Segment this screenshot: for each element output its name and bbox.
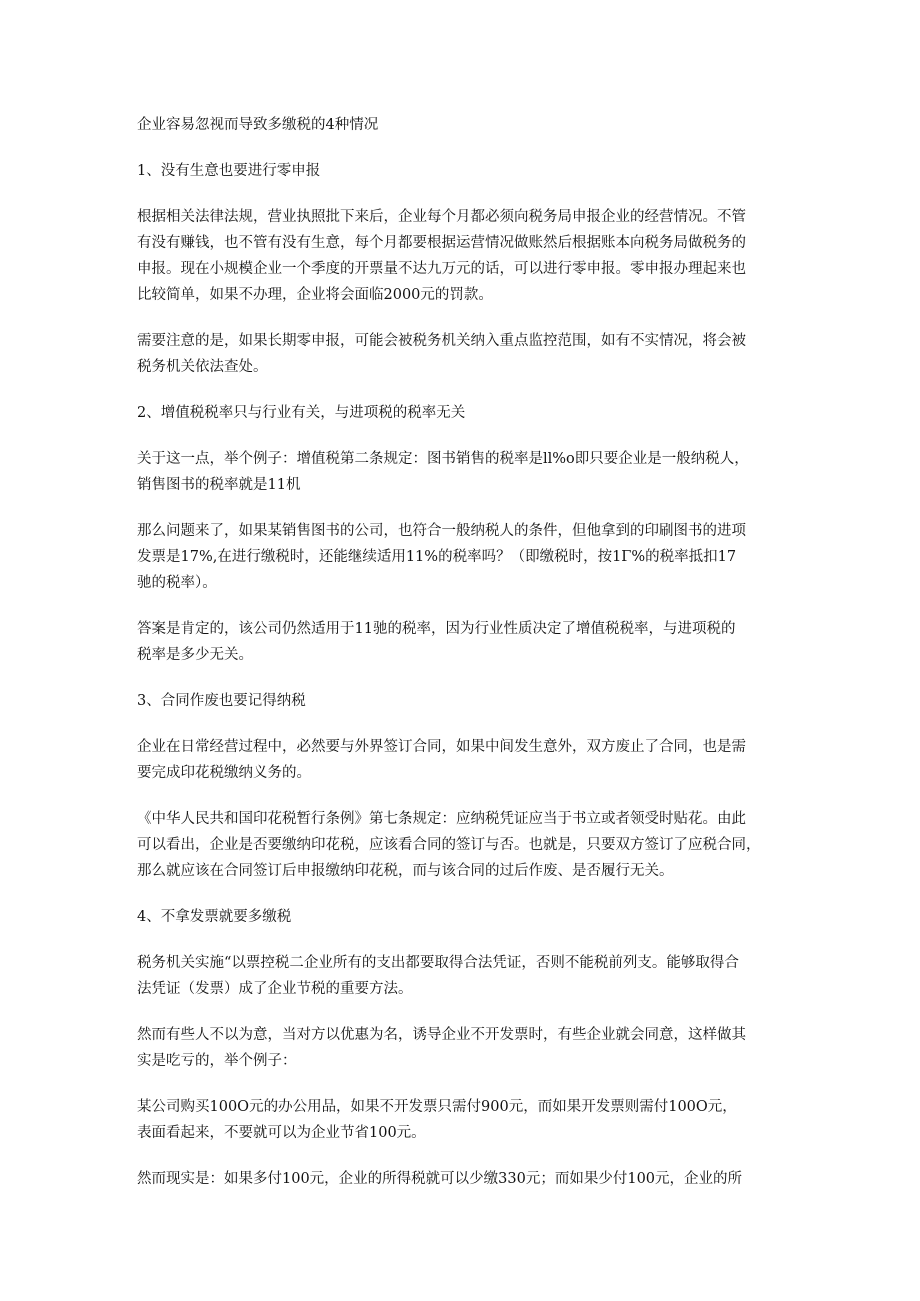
paragraph (137, 950, 789, 1002)
text-line: 比较简单，如果不办理，企业将会面临2000元的罚款。 (137, 287, 493, 303)
text-line: 税率是多少无关。 (137, 647, 253, 663)
text-line: 税务机关实施“以票控税二企业所有的支出都要取得合法凭证，否则不能税前列支。能够取得合 (137, 955, 739, 971)
document-title: 企业容易忽视而导致多缴税的4种情况 (137, 117, 379, 133)
paragraph (137, 616, 789, 668)
paragraph (137, 204, 789, 308)
text-line: 某公司购买100O元的办公用品，如果不开发票只需付900元，而如果开发票则需付100O元， (137, 1099, 737, 1115)
text-line: 表面看起来，不要就可以为企业节省100元。 (137, 1125, 426, 1141)
paragraph (137, 1166, 789, 1192)
paragraph (137, 328, 789, 380)
text-line: 然而有些人不以为意，当对方以优惠为名，诱导企业不开发票时，有些企业就会同意，这样做其 (137, 1027, 746, 1043)
text-line: 驰的税率）。 (137, 575, 217, 591)
text-line: 《中华人民共和国印花税暂行条例》第七条规定：应纳税凭证应当于书立或者领受时贴花。由此 (137, 811, 746, 827)
text-line: 可以看出，企业是否要缴纳印花税，应该看合同的签订与否。也就是，只要双方签订了应税合同， (137, 837, 761, 853)
text-line: 销售图书的税率就是11机 (137, 477, 301, 493)
paragraph (137, 518, 789, 596)
text-line: 税务机关依法查处。 (137, 359, 268, 375)
paragraph (137, 446, 789, 498)
text-line: 实是吃亏的，举个例子： (137, 1053, 297, 1069)
text-line: 要完成印花税缴纳义务的。 (137, 765, 311, 781)
section-2-heading: 2、增值税税率只与行业有关，与进项税的税率无关 (137, 405, 466, 421)
text-line: 法凭证（发票）成了企业节税的重要方法。 (137, 981, 413, 997)
document-page (137, 112, 789, 1212)
text-line: 那么问题来了，如果某销售图书的公司，也符合一般纳税人的条件，但他拿到的印刷图书的进项 (137, 523, 746, 539)
section-3-heading: 3、合同作废也要记得纳税 (137, 693, 306, 709)
text-line: 然而现实是：如果多付100元，企业的所得税就可以少缴330元；而如果少付100元，企业的所 (137, 1171, 743, 1187)
text-line: 根据相关法律法规，营业执照批下来后，企业每个月都必须向税务局申报企业的经营情况。不管 (137, 209, 746, 225)
text-line: 有没有赚钱，也不管有没有生意，每个月都要根据运营情况做账然后根据账本向税务局做税务的 (137, 235, 746, 251)
section-1-heading: 1、没有生意也要进行零申报 (137, 163, 321, 179)
section-4-heading: 4、不拿发票就要多缴税 (137, 909, 292, 925)
text-line: 那么就应该在合同签订后申报缴纳印花税，而与该合同的过后作废、是否履行无关。 (137, 863, 674, 879)
text-line: 答案是肯定的，该公司仍然适用于11驰的税率，因为行业性质决定了增值税税率，与进项税的 (137, 621, 736, 637)
text-line: 关于这一点，举个例子：增值税第二条规定：图书销售的税率是ll%o即只要企业是一般纳税人， (137, 451, 749, 467)
paragraph (137, 1022, 789, 1074)
text-line: 企业在日常经营过程中，必然要与外界签订合同，如果中间发生意外，双方废止了合同，也是需 (137, 739, 746, 755)
text-line: 需要注意的是，如果长期零申报，可能会被税务机关纳入重点监控范围，如有不实情况，将会被 (137, 333, 746, 349)
text-line: 申报。现在小规模企业一个季度的开票量不达九万元的话，可以进行零申报。零申报办理起来也 (137, 261, 746, 277)
paragraph (137, 806, 789, 884)
paragraph (137, 1094, 789, 1146)
text-line: 发票是17%,在进行缴税时，还能继续适用11%的税率吗？（即缴税时，按1Γ%的税率抵扣17 (137, 549, 737, 565)
paragraph (137, 734, 789, 786)
